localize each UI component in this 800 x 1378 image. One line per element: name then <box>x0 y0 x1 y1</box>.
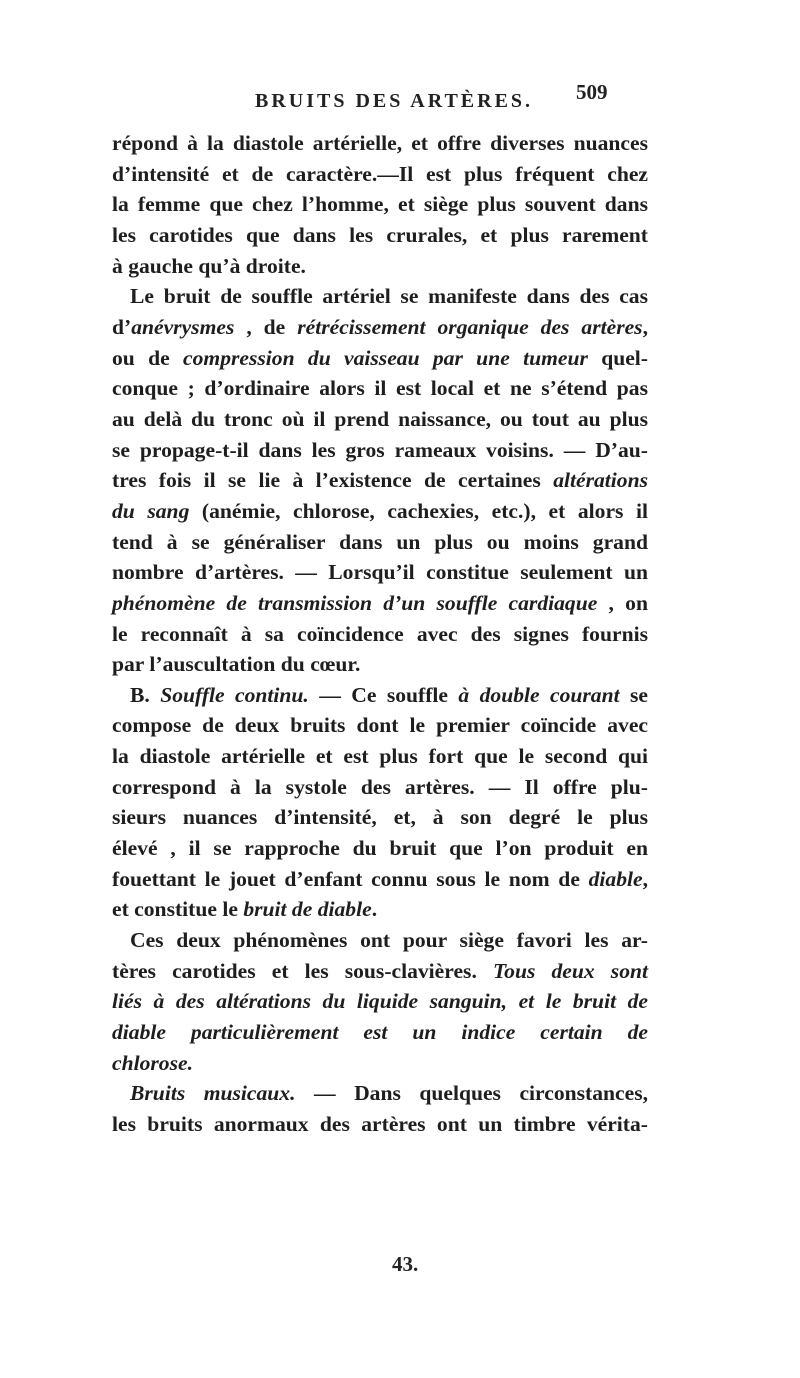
body-text <box>112 128 648 1140</box>
text-line: chlorose. <box>112 1050 193 1075</box>
text-line: par l’auscultation du cœur. <box>112 652 361 677</box>
running-title: BRUITS DES ARTÈRES. <box>255 90 534 112</box>
text-line: le reconnaît à sa coïncidence avec des signes fournis <box>112 621 648 646</box>
text-line: conque ; d’ordinaire alors il est local et ne s’étend pas <box>112 376 648 401</box>
text-line: ou de compression du vaisseau par une tumeur quel- <box>112 345 649 370</box>
text-line: se propage-t-il dans les gros rameaux voisins. — D’au- <box>112 437 648 462</box>
page-number: 509 <box>576 80 608 104</box>
text-line: B. Souffle continu. — Ce souffle à double courant se <box>130 682 649 707</box>
text-line: les carotides que dans les crurales, et plus rarement <box>112 222 648 247</box>
text-line: tères carotides et les sous-clavières. Tous deux sont <box>112 958 648 983</box>
text-line: nombre d’artères. — Lorsqu’il constitue seulement un <box>112 560 648 585</box>
text-line: correspond à la systole des artères. — Il offre plu- <box>112 774 648 799</box>
text-line: élevé , il se rapproche du bruit que l’on produit en <box>112 836 648 861</box>
text-line: compose de deux bruits dont le premier coïncide avec <box>112 713 648 738</box>
text-line: diable particulièrement est un indice certain de <box>112 1020 648 1045</box>
text-line: répond à la diastole artérielle, et offre diverses nuances <box>112 131 648 155</box>
running-head <box>0 80 800 120</box>
text-line: d’intensité et de caractère.—Il est plus fréquent chez <box>112 161 648 186</box>
text-line: au delà du tronc où il prend naissance, ou tout au plus <box>112 406 648 431</box>
text-line: fouettant le jouet d’enfant connu sous le nom de diable, <box>112 866 648 891</box>
text-line: d’anévrysmes , de rétrécissement organique des artères, <box>112 314 648 339</box>
text-line: la femme que chez l’homme, et siège plus souvent dans <box>112 192 648 217</box>
text-line: liés à des altérations du liquide sanguin, et le bruit de <box>112 989 648 1014</box>
text-line: tend à se généraliser dans un plus ou moins grand <box>112 529 648 554</box>
text-line: Le bruit de souffle artériel se manifeste dans des cas <box>130 284 648 309</box>
text-line: du sang (anémie, chlorose, cachexies, etc.), et alors il <box>112 498 648 523</box>
text-line: les bruits anormaux des artères ont un timbre vérita- <box>112 1112 648 1136</box>
signature-mark: 43. <box>392 1252 419 1276</box>
text-line: sieurs nuances d’intensité, et, à son degré le plus <box>112 805 648 830</box>
text-line: Bruits musicaux. — Dans quelques circonstances, <box>130 1081 648 1106</box>
text-line: à gauche qu’à droite. <box>112 253 306 278</box>
text-line: et constitue le bruit de diable. <box>112 897 378 922</box>
text-line: Ces deux phénomènes ont pour siège favori les ar- <box>130 928 648 953</box>
text-line: tres fois il se lie à l’existence de certaines altérations <box>112 468 648 493</box>
text-line: la diastole artérielle et est plus fort que le second qui <box>112 744 648 769</box>
text-line: phénomène de transmission d’un souffle cardiaque , on <box>112 590 648 615</box>
